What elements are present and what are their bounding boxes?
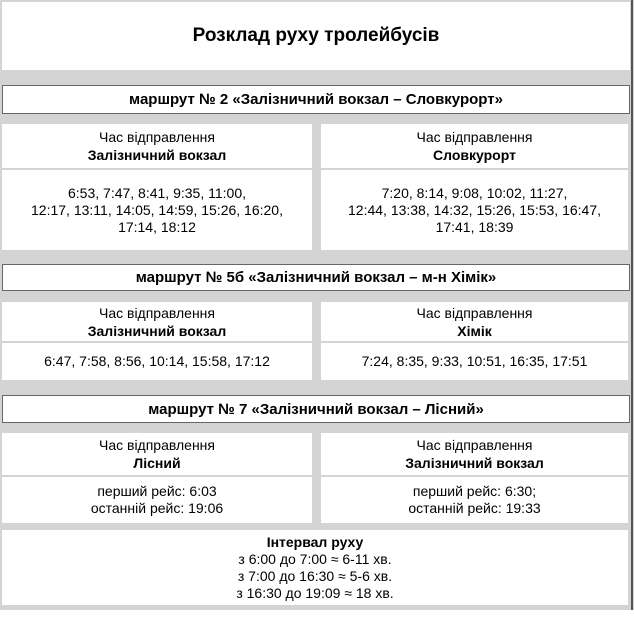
station-name: Залізничний вокзал xyxy=(405,455,544,471)
route-7-right-times-cell xyxy=(321,477,628,523)
station-name: Словкурорт xyxy=(433,147,516,163)
bottom-margin xyxy=(0,610,634,621)
route-2-right-times-cell xyxy=(321,170,628,250)
departure-label: Час відправлення xyxy=(99,129,215,145)
departure-label: Час відправлення xyxy=(416,437,533,453)
route-7-header xyxy=(2,395,630,423)
route-2-left-times-cell xyxy=(2,170,312,250)
station-name: Залізничний вокзал xyxy=(87,322,227,339)
route-5b-left-station-cell xyxy=(2,302,312,341)
route-7-left-station-cell xyxy=(2,433,312,475)
route-7-left-times-cell xyxy=(2,477,312,523)
times-line: 7:20, 8:14, 9:08, 10:02, 11:27, xyxy=(381,184,568,201)
times-line: 17:41, 18:39 xyxy=(435,218,514,235)
route-5b-right-times-cell xyxy=(321,343,628,380)
station-name: Залізничний вокзал xyxy=(87,147,227,163)
times-line: 17:14, 18:12 xyxy=(118,218,196,235)
station-name: Хімік xyxy=(457,322,492,339)
route-2-header xyxy=(2,85,630,114)
interval-cell xyxy=(2,530,628,605)
route-5b-header xyxy=(2,264,630,291)
times-line: перший рейс: 6:30; xyxy=(412,483,537,499)
page-title: Розклад руху тролейбусів xyxy=(192,25,440,46)
route-5b-right-station-cell xyxy=(321,302,628,341)
times-line: останній рейс: 19:06 xyxy=(90,500,224,516)
times-line: 6:47, 7:58, 8:56, 10:14, 15:58, 17:12 xyxy=(44,353,270,369)
times-line: останній рейс: 19:33 xyxy=(408,500,541,516)
route-5b-left-times-cell xyxy=(2,343,312,380)
title-cell xyxy=(2,2,630,70)
interval-line: з 6:00 до 7:00 ≈ 6-11 хв. xyxy=(238,551,392,567)
departure-label: Час відправлення xyxy=(99,437,215,453)
route-2-left-station-cell xyxy=(2,124,312,168)
route-7-right-station-cell xyxy=(321,433,628,475)
route-7-title: маршрут № 7 «Залізничний вокзал – Лісний» xyxy=(148,400,484,418)
departure-label: Час відправлення xyxy=(416,129,533,145)
times-line: 12:17, 13:11, 14:05, 14:59, 15:26, 16:20, xyxy=(31,201,283,218)
route-2-title: маршрут № 2 «Залізничний вокзал – Словкурорт» xyxy=(129,91,503,108)
station-name: Лісний xyxy=(133,455,181,471)
times-line: перший рейс: 6:03 xyxy=(97,483,217,499)
times-line: 7:24, 8:35, 9:33, 10:51, 16:35, 17:51 xyxy=(361,353,588,369)
departure-label: Час відправлення xyxy=(416,304,533,321)
times-line: 12:44, 13:38, 14:32, 15:26, 15:53, 16:47, xyxy=(348,201,601,218)
route-2-right-station-cell xyxy=(321,124,628,168)
interval-line: з 16:30 до 19:09 ≈ 18 хв. xyxy=(236,585,394,601)
right-border xyxy=(631,0,633,610)
interval-title: Інтервал руху xyxy=(266,534,364,550)
route-5b-title: маршрут № 5б «Залізничний вокзал – м-н Хімік» xyxy=(135,269,497,286)
interval-line: з 7:00 до 16:30 ≈ 5-6 хв. xyxy=(237,568,393,584)
departure-label: Час відправлення xyxy=(99,304,215,321)
times-line: 6:53, 7:47, 8:41, 9:35, 11:00, xyxy=(68,184,246,201)
